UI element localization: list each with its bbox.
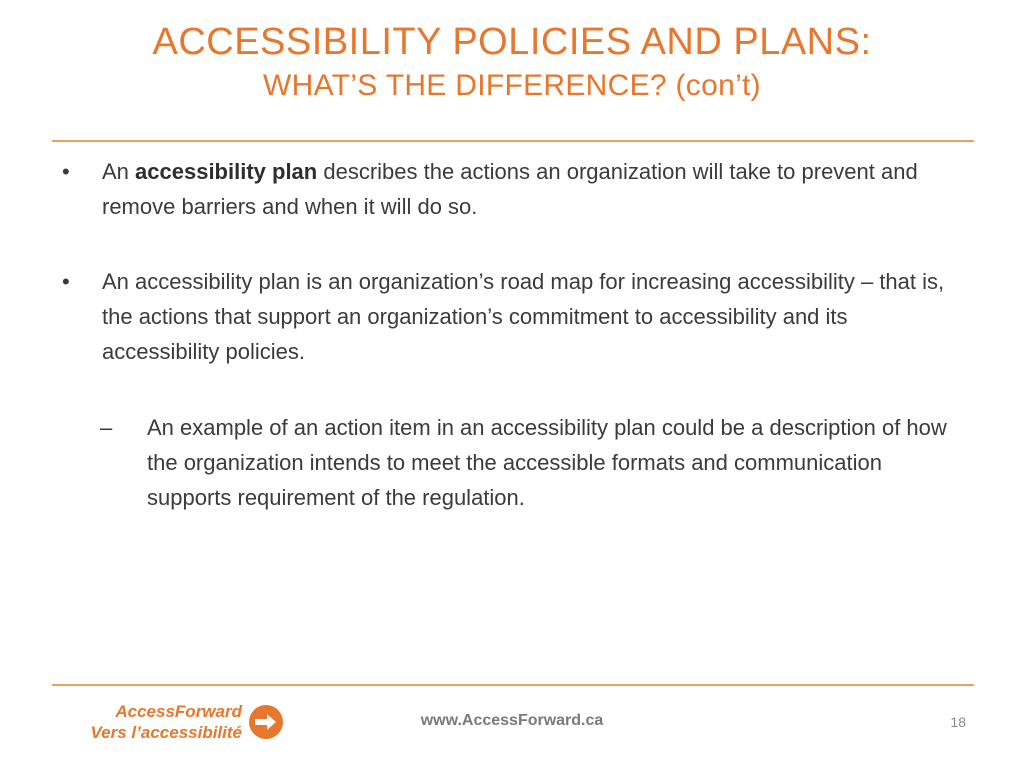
bullet-marker: • xyxy=(62,269,70,294)
sub-bullet-marker: – xyxy=(100,415,113,440)
sub-bullet-text: An example of an action item in an accessibility plan could be a description of how the organization intends to meet the accessible formats and communication supports requirement of the regulation. xyxy=(147,415,947,510)
bullet-text-bold: accessibility plan xyxy=(135,159,318,184)
slide-title-main: ACCESSIBILITY POLICIES AND PLANS: xyxy=(152,21,872,63)
slide-title xyxy=(0,18,1024,106)
bullet-text xyxy=(102,154,962,224)
page-number: 18 xyxy=(950,714,966,730)
footer-url: www.AccessForward.ca xyxy=(420,712,604,729)
bullet-text-post: describes the actions an organization will take to prevent and remove barriers and when it will do so. xyxy=(102,159,918,219)
logo-text-english: AccessForward xyxy=(115,702,242,721)
title-divider xyxy=(52,140,974,142)
footer-divider xyxy=(52,684,974,686)
bullet-marker: • xyxy=(62,159,70,184)
slide-title-sub: WHAT’S THE DIFFERENCE? (con’t) xyxy=(263,69,761,102)
logo-text-french: Vers l’accessibilité xyxy=(90,723,242,742)
bullet-text: An accessibility plan is an organization’s road map for increasing accessibility – that is, the actions that support an organization’s commitment to accessibility and its accessibility policies. xyxy=(102,269,945,364)
bullet-text-pre: An xyxy=(102,159,136,184)
